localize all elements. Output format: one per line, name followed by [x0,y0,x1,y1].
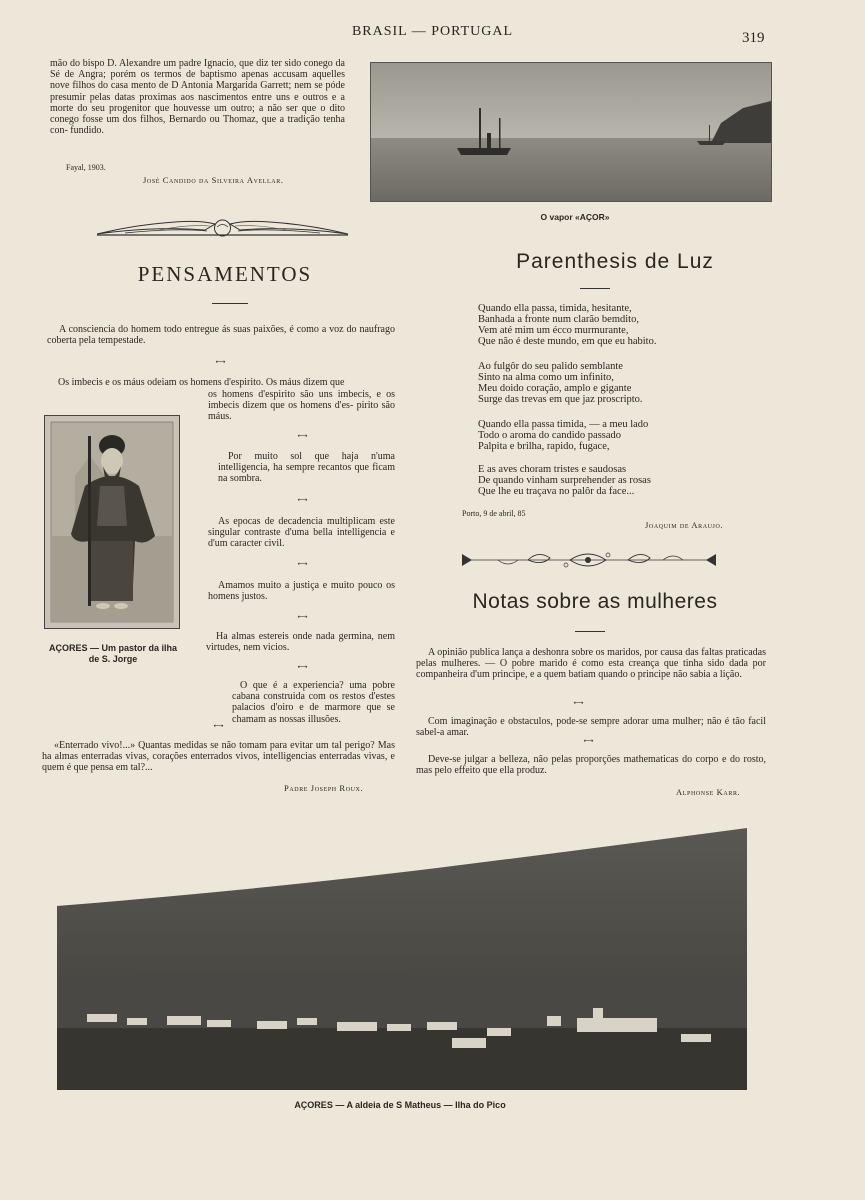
separator: ⟷ [297,663,307,671]
parenthesis-title: Parenthesis de Luz [516,250,714,273]
winged-head-ornament-icon [95,214,350,242]
poem-stanza-2 [478,361,643,405]
pensamento-8: «Enterrado vivo!...» Quantas medidas se não tomam para evitar um tal perigo? Mas ha almas enterradas vivas, corações enterrados vivos, intelligencias enterradas vivas, e quem é que pensa em tal?... [42,740,395,774]
separator: ⟷ [297,432,307,440]
poem-stanza-4 [478,464,651,497]
pensamento-5: Amamos muito a justiça e muito pouco os homens justos. [208,580,395,603]
ship-photo [370,62,772,202]
page-header-title: BRASIL — PORTUGAL [351,24,514,39]
title-rule [575,631,605,632]
verse-line: Meu doido coração, amplo e gigante [478,383,632,394]
pensamento-2-cont: os homens d'espirito são uns imbecis, e os imbecis dizem que os homens d'es- pirito são máus. [208,389,395,423]
notas-title: Notas sobre as mulheres [472,590,718,613]
verse-line: Quando ella passa timida, — a meu lado [478,419,649,430]
ship-photo-caption: O vapor «AÇOR» [540,212,610,222]
verse-line: Palpita e brilha, rapido, fugace, [478,441,610,452]
pensamento-4: As epocas de decadencia multiplicam este singular contraste d'uma bella intelligencia e d'um caracter civil. [208,516,395,550]
poem-place-date: Porto, 9 de abril, 85 [462,509,526,518]
separator: ⟷ [297,613,307,621]
nota-1: A opinião publica lança a deshonra sobre os maridos, por causa das faltas praticadas pelas mulheres. — O pobre marido é como esta creança que tinha sido dada por companheira d'um principe, e a quem batiam quando o principe não sabia a lição. [416,647,766,681]
pensamento-7: O que é a experiencia? uma pobre cabana construida com os restos d'estes palacios d'oiro e de marmore que se chamam as nossas illusões. [232,680,395,725]
nota-3: Deve-se julgar a belleza, não pelas proporções mathematicas do corpo e do rosto, mas pelo effeito que ella produz. [416,754,766,777]
pensamento-2-line1: Os imbecis e os máus odeiam os homens d'espirito. Os máus dizem que [58,377,345,388]
poem-author: Joaquim de Araujo. [645,520,724,530]
verse-line: Quando ella passa, timida, hesitante, [478,303,632,314]
title-rule [212,303,248,304]
notas-author: Alphonse Karr. [676,787,741,797]
verse-line: Ao fulgôr do seu palido semblante [478,361,623,372]
separator: ⟷ [297,496,307,504]
floral-ornament-icon [458,546,720,572]
intro-author: José Candido da Silveira Avellar. [143,175,284,185]
pastor-caption-line1: AÇORES — Um pastor da ilha [48,643,178,653]
verse-line: Surge das trevas em que jaz proscripto. [478,394,643,405]
pastor-photo [44,415,180,629]
verse-line: Que lhe eu traçava no palôr da face... [478,486,635,497]
village-photo [57,828,747,1090]
separator: ⟷ [573,699,583,707]
pastor-photo-caption [38,643,188,665]
poem-stanza-3 [478,419,648,452]
title-rule [580,288,610,289]
village-photo-image [57,828,747,1090]
pensamentos-title: PENSAMENTOS [137,262,313,286]
separator: ⟷ [213,722,223,730]
pensamento-3: Por muito sol que haja n'uma intelligencia, ha sempre recantos que ficam na sombra. [218,451,395,485]
intro-place-date: Fayal, 1903. [66,163,106,172]
separator: ⟷ [215,358,225,366]
verse-line: Todo o aroma do candido passado [478,430,622,441]
verse-line: De quando vinham surprehender as rosas [478,475,651,486]
page-number: 319 [742,30,765,46]
verse-line: Banhada a fronte num clarão bemdito, [478,314,639,325]
pastor-caption-line2: de S. Jorge [88,654,138,664]
verse-line: E as aves choram tristes e saudosas [478,464,627,475]
separator: ⟷ [583,737,593,745]
poem-stanza-1 [478,303,656,347]
ship-photo-image [371,63,771,201]
pensamento-7-wrap [42,680,395,725]
verse-line: Que não é deste mundo, em que eu habito. [478,336,657,347]
village-photo-caption: AÇORES — A aldeia de S Matheus — Ilha do Pico [294,1100,506,1110]
nota-2: Com imaginação e obstaculos, pode-se sempre adorar uma mulher; não é tão facil sabel-a amar. [416,716,766,739]
intro-paragraph: mão do bispo D. Alexandre um padre Ignacio, que diz ter sido conego da Sé de Angra; porém os termos de baptismo apenas accusam aquelles nove filhos do casa mento de D Antonia Margarida Garrett; nem se póde presumir pelas datas proximas aos nascimentos entre uns e outros e a morte do seu progenitor que houvesse um outro; a não ser que o dito conego fosse um dos filhos, Bernardo ou Thomaz, que a tradição tenha con- fundido. [50,58,345,137]
pastor-photo-image [45,416,179,628]
separator: ⟷ [297,560,307,568]
verse-line: Vem até mim um écco murmurante, [478,325,629,336]
pensamento-6: Ha almas estereis onde nada germina, nem virtudes, nem vicios. [206,631,395,654]
pensamento-1: A consciencia do homem todo entregue ás suas paixões, é como a voz do naufrago coberta pela tempestade. [47,324,395,347]
pensamentos-author: Padre Joseph Roux. [284,783,364,793]
verse-line: Sinto na alma como um infinito, [478,372,614,383]
